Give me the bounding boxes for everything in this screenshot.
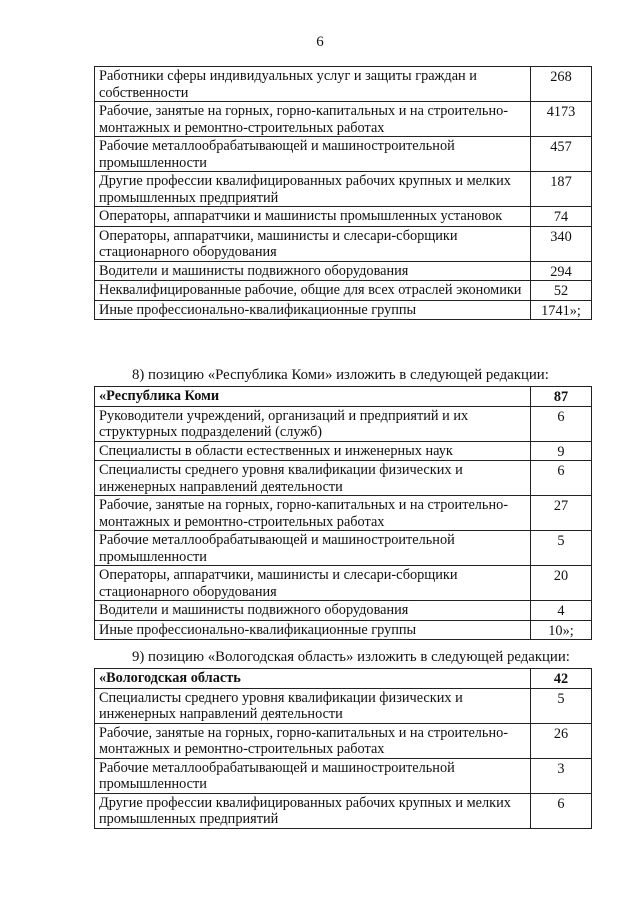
row-label: Операторы, аппаратчики, машинисты и слесари-сборщики стационарного оборудования	[95, 566, 531, 601]
row-value: 294	[531, 261, 592, 281]
region-total: 42	[531, 669, 592, 689]
row-value: 4173	[531, 102, 592, 137]
table-header-row	[95, 387, 592, 407]
row-label: Другие профессии квалифицированных рабочих крупных и мелких промышленных предприятий	[95, 793, 531, 828]
row-label: Рабочие, занятые на горных, горно-капитальных и на строительно-монтажных и ремонтно-строительных работах	[95, 102, 531, 137]
row-label: Другие профессии квалифицированных рабочих крупных и мелких промышленных предприятий	[95, 172, 531, 207]
row-label: Водители и машинисты подвижного оборудования	[95, 261, 531, 281]
row-label: Руководители учреждений, организаций и предприятий и их структурных подразделений (служб)	[95, 406, 531, 441]
table-row	[95, 281, 592, 301]
table-vologda-oblast	[94, 668, 592, 829]
paragraph-item-9: 9) позицию «Вологодская область» изложить в следующей редакции:	[132, 649, 570, 665]
row-label: Операторы, аппаратчики и машинисты промышленных установок	[95, 207, 531, 227]
row-value: 5	[531, 688, 592, 723]
row-value: 52	[531, 281, 592, 301]
row-label: Иные профессионально-квалификационные группы	[95, 300, 531, 320]
row-label: Специалисты среднего уровня квалификации физических и инженерных направлений деятельности	[95, 688, 531, 723]
table-row	[95, 723, 592, 758]
region-name: «Вологодская область	[95, 669, 531, 689]
row-value: 3	[531, 758, 592, 793]
row-label: Неквалифицированные рабочие, общие для всех отраслей экономики	[95, 281, 531, 301]
table-row	[95, 226, 592, 261]
table-row	[95, 461, 592, 496]
table-row	[95, 566, 592, 601]
table-komi-republic	[94, 386, 592, 640]
row-value: 20	[531, 566, 592, 601]
table-row	[95, 496, 592, 531]
table-row	[95, 406, 592, 441]
table-row	[95, 137, 592, 172]
row-label: Работники сферы индивидуальных услуг и защиты граждан и собственности	[95, 67, 531, 102]
row-label: Иные профессионально-квалификационные группы	[95, 620, 531, 640]
paragraph-item-8: 8) позицию «Республика Коми» изложить в следующей редакции:	[132, 367, 549, 383]
region-name: «Республика Коми	[95, 387, 531, 407]
table-row	[95, 601, 592, 621]
row-label: Операторы, аппаратчики, машинисты и слесари-сборщики стационарного оборудования	[95, 226, 531, 261]
region-total: 87	[531, 387, 592, 407]
row-value: 6	[531, 793, 592, 828]
row-label: Рабочие металлообрабатывающей и машиностроительной промышленности	[95, 137, 531, 172]
row-value: 6	[531, 406, 592, 441]
row-label: Рабочие металлообрабатывающей и машиностроительной промышленности	[95, 531, 531, 566]
row-value: 6	[531, 461, 592, 496]
table-row	[95, 67, 592, 102]
row-label: Рабочие металлообрабатывающей и машиностроительной промышленности	[95, 758, 531, 793]
table-row	[95, 758, 592, 793]
table-professions-continued	[94, 66, 592, 320]
table-row	[95, 793, 592, 828]
table-row	[95, 620, 592, 640]
table-row	[95, 261, 592, 281]
table-row	[95, 441, 592, 461]
table-row	[95, 688, 592, 723]
table-row	[95, 172, 592, 207]
table-row	[95, 207, 592, 227]
table-row	[95, 300, 592, 320]
row-value: 268	[531, 67, 592, 102]
row-label: Рабочие, занятые на горных, горно-капитальных и на строительно-монтажных и ремонтно-строительных работах	[95, 496, 531, 531]
row-label: Водители и машинисты подвижного оборудования	[95, 601, 531, 621]
table-row	[95, 102, 592, 137]
row-value: 5	[531, 531, 592, 566]
table-header-row	[95, 669, 592, 689]
row-label: Специалисты среднего уровня квалификации физических и инженерных направлений деятельности	[95, 461, 531, 496]
page-number: 6	[316, 34, 324, 50]
row-value: 340	[531, 226, 592, 261]
row-value: 4	[531, 601, 592, 621]
row-value: 26	[531, 723, 592, 758]
row-value: 10»;	[531, 620, 592, 640]
row-value: 27	[531, 496, 592, 531]
row-value: 74	[531, 207, 592, 227]
table-row	[95, 531, 592, 566]
row-value: 187	[531, 172, 592, 207]
row-value: 457	[531, 137, 592, 172]
row-label: Специалисты в области естественных и инженерных наук	[95, 441, 531, 461]
row-label: Рабочие, занятые на горных, горно-капитальных и на строительно-монтажных и ремонтно-строительных работах	[95, 723, 531, 758]
row-value: 9	[531, 441, 592, 461]
row-value: 1741»;	[531, 300, 592, 320]
